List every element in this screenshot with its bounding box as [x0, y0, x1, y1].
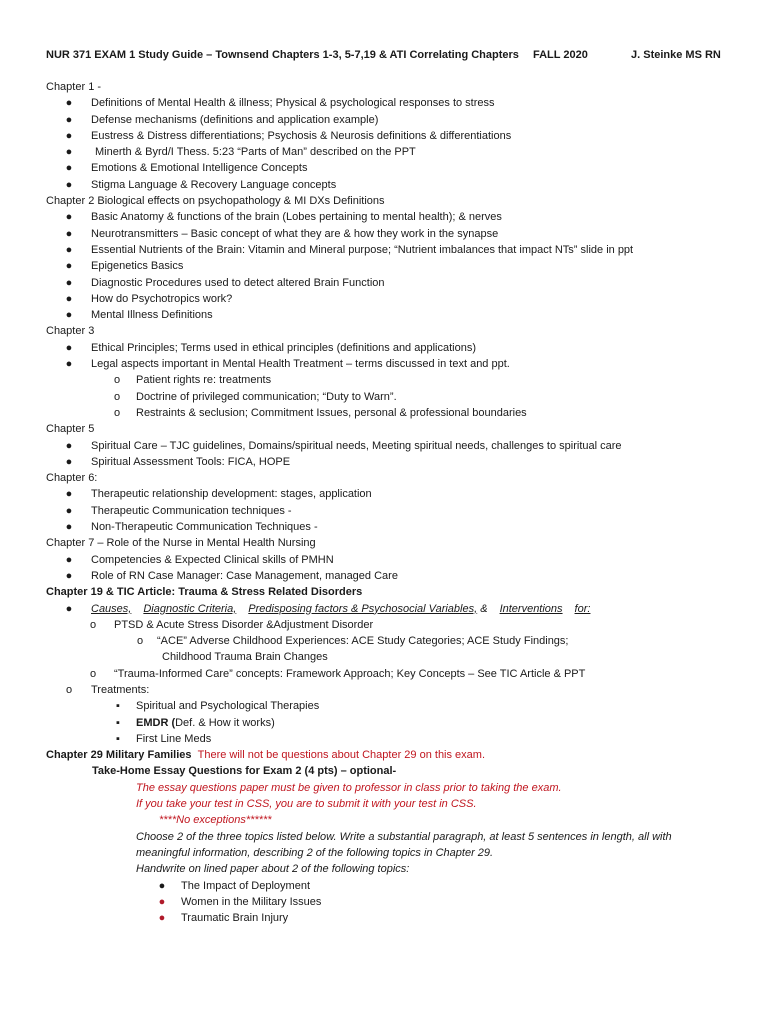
list-item	[46, 552, 748, 568]
essay-topic	[46, 910, 748, 926]
essay-instruction-2	[46, 845, 748, 861]
line-text: Handwrite on lined paper about 2 of the following topics:	[136, 863, 410, 876]
line-text: Non-Therapeutic Communication Techniques -	[91, 521, 318, 534]
bullet-icon: o	[113, 374, 121, 387]
bullet-icon: ●	[65, 455, 73, 468]
line-text: Mental Illness Definitions	[91, 309, 213, 322]
chapter-7-heading	[46, 535, 748, 551]
focus-criteria: Diagnostic Criteria,	[143, 602, 237, 615]
bullet-icon: ●	[65, 129, 73, 142]
bullet-icon: ●	[65, 162, 73, 175]
list-item	[46, 209, 748, 225]
bullet-icon: ▪	[116, 716, 120, 729]
sub-list-item	[46, 389, 748, 405]
square-list-item	[46, 715, 748, 731]
list-item	[46, 356, 748, 372]
line-text: Choose 2 of the three topics listed below. Write a substantial paragraph, at least 5 sentences in length, all with	[136, 830, 672, 843]
chapter-29-title: Chapter 29 Military Families	[46, 749, 192, 762]
line-text: Chapter 7 – Role of the Nurse in Mental Health Nursing	[46, 537, 316, 550]
list-item	[46, 275, 748, 291]
line-text: Therapeutic Communication techniques -	[91, 504, 292, 517]
line-text: Eustress & Distress differentiations; Psychosis & Neurosis definitions & differentiations	[91, 129, 512, 142]
line-text: Chapter 3	[46, 325, 95, 338]
bullet-icon: ●	[65, 553, 73, 566]
bullet-icon: ●	[65, 309, 73, 322]
list-item	[46, 486, 748, 502]
bullet-icon: o	[113, 390, 121, 403]
bullet-icon: ●	[65, 146, 73, 159]
bullet-icon: ●	[65, 488, 73, 501]
focus-causes: Causes,	[91, 602, 132, 615]
bullet-icon: o	[113, 406, 121, 419]
bullet-icon: ●	[65, 569, 73, 582]
focus-interventions: Interventions	[499, 602, 563, 615]
line-text: “Trauma-Informed Care” concepts: Framework Approach; Key Concepts – See TIC Article & PPT	[114, 667, 586, 680]
line-text: Basic Anatomy & functions of the brain (Lobes pertaining to mental health); & nerves	[91, 211, 502, 224]
line-text: Patient rights re: treatments	[136, 374, 272, 387]
line-text: Ethical Principles; Terms used in ethical principles (definitions and applications)	[91, 341, 476, 354]
bullet-icon: ●	[158, 895, 166, 908]
line-text: Chapter 5	[46, 423, 95, 436]
list-item	[46, 242, 748, 258]
essay-title	[46, 763, 748, 779]
square-list-item	[46, 731, 748, 747]
bullet-icon: ●	[65, 504, 73, 517]
line-text: Women in the Military Issues	[181, 895, 322, 908]
line-text: Role of RN Case Manager: Case Management, managed Care	[91, 569, 398, 582]
chapter-2-heading	[46, 193, 748, 209]
line-text: The Impact of Deployment	[181, 879, 311, 892]
header-title: NUR 371 EXAM 1 Study Guide – Townsend Chapters 1-3, 5-7,19 & ATI Correlating Chapters	[46, 49, 519, 61]
list-item	[46, 682, 748, 698]
list-item	[46, 95, 748, 111]
list-item	[46, 568, 748, 584]
essay-rule-2	[46, 796, 748, 812]
chapter-5-heading	[46, 421, 748, 437]
line-text: Spiritual and Psychological Therapies	[136, 700, 320, 713]
line-text: meaningful information, describing 2 of the following topics in Chapter 29.	[136, 846, 494, 859]
focus-factors: Predisposing factors & Psychosocial Variables,	[248, 602, 478, 615]
list-item	[46, 144, 748, 160]
header-author: J. Steinke MS RN	[631, 49, 721, 61]
bullet-icon: ●	[65, 178, 73, 191]
line-text: Essential Nutrients of the Brain: Vitamin and Mineral purpose; “Nutrient imbalances that impact NTs” slide in ppt	[91, 243, 634, 256]
line-text: The essay questions paper must be given to professor in class prior to taking the exam.	[136, 781, 562, 794]
bullet-icon: ●	[65, 113, 73, 126]
line-text	[136, 715, 275, 731]
line-text: Epigenetics Basics	[91, 260, 184, 273]
sub-sub-list-continuation	[46, 649, 748, 665]
bullet-icon: ●	[65, 276, 73, 289]
line-text: “ACE” Adverse Childhood Experiences: ACE Study Categories; ACE Study Findings;	[157, 635, 569, 648]
list-item	[46, 340, 748, 356]
chapter-29-heading	[46, 747, 748, 763]
bullet-icon: ●	[65, 211, 73, 224]
line-text: Treatments:	[91, 683, 150, 696]
list-item	[46, 503, 748, 519]
line-text: Chapter 1 -	[46, 81, 102, 93]
bullet-icon: o	[136, 635, 144, 648]
essay-instruction-3	[46, 861, 748, 877]
list-item	[46, 307, 748, 323]
line-text: Childhood Trauma Brain Changes	[162, 651, 328, 664]
essay-rule-1	[46, 780, 748, 796]
line-text: PTSD & Acute Stress Disorder &Adjustment Disorder	[114, 618, 374, 631]
line-text: Legal aspects important in Mental Health Treatment – terms discussed in text and ppt.	[91, 358, 510, 371]
line-text: Minerth & Byrd/I Thess. 5:23 “Parts of Man” described on the PPT	[95, 146, 416, 159]
bullet-icon: ●	[65, 521, 73, 534]
list-item	[46, 128, 748, 144]
line-text: Traumatic Brain Injury	[181, 912, 289, 925]
line-text: ****No exceptions******	[159, 814, 272, 827]
sub-list-item	[46, 617, 748, 633]
chapter-19-focus-line	[46, 601, 748, 617]
essay-topic	[46, 878, 748, 894]
line-text: Neurotransmitters – Basic concept of what they are & how they work in the synapse	[91, 227, 499, 240]
line-text	[91, 601, 590, 617]
line-text: Emotions & Emotional Intelligence Concepts	[91, 162, 308, 175]
bullet-icon: ●	[65, 227, 73, 240]
bullet-icon: ●	[65, 260, 73, 273]
line-text: Diagnostic Procedures used to detect altered Brain Function	[91, 276, 385, 289]
list-item	[46, 291, 748, 307]
line-text: Therapeutic relationship development: stages, application	[91, 488, 372, 501]
line-text: Chapter 2 Biological effects on psychopathology & MI DXs Definitions	[46, 195, 385, 208]
bullet-icon: ●	[158, 912, 166, 925]
bullet-icon: ●	[65, 358, 73, 371]
list-item	[46, 438, 748, 454]
line-text: How do Psychotropics work?	[91, 292, 233, 305]
focus-amp: &	[480, 602, 488, 615]
bullet-icon: ●	[65, 341, 73, 354]
essay-rule-3	[46, 812, 748, 828]
emdr-term: EMDR (	[136, 716, 176, 729]
list-item	[46, 112, 748, 128]
bullet-icon: ●	[158, 879, 166, 892]
chapter-3-heading	[46, 323, 748, 339]
list-item	[46, 160, 748, 176]
line-text: Chapter 6:	[46, 472, 98, 485]
emdr-description: Def. & How it works)	[175, 716, 275, 729]
bullet-icon: o	[89, 618, 97, 631]
bullet-icon: ▪	[116, 700, 120, 713]
line-text: Stigma Language & Recovery Language concepts	[91, 178, 337, 191]
line-text	[46, 747, 485, 763]
line-text: Spiritual Assessment Tools: FICA, HOPE	[91, 455, 291, 468]
essay-instruction-1	[46, 829, 748, 845]
chapter-19-heading	[46, 584, 748, 600]
line-text: Definitions of Mental Health & illness; Physical & psychological responses to stress	[91, 97, 495, 110]
line-text: Spiritual Care – TJC guidelines, Domains/spiritual needs, Meeting spiritual needs, challenges to spiritual care	[91, 439, 622, 452]
bullet-icon: ●	[65, 439, 73, 452]
bullet-icon: ▪	[116, 732, 120, 745]
sub-list-item	[46, 372, 748, 388]
sub-list-item	[46, 405, 748, 421]
chapter-1-heading	[46, 79, 748, 95]
list-item	[46, 258, 748, 274]
line-text: Doctrine of privileged communication; “Duty to Warn”.	[136, 390, 397, 403]
sub-sub-list-item	[46, 633, 748, 649]
line-text: Take-Home Essay Questions for Exam 2 (4 pts) – optional-	[92, 765, 397, 778]
list-item	[46, 177, 748, 193]
bullet-icon: o	[65, 683, 73, 696]
line-text: Defense mechanisms (definitions and application example)	[91, 113, 379, 126]
sub-list-item	[46, 666, 748, 682]
bullet-icon: ●	[65, 243, 73, 256]
line-text: If you take your test in CSS, you are to submit it with your test in CSS.	[136, 798, 477, 811]
line-text: First Line Meds	[136, 732, 212, 745]
bullet-icon: ●	[65, 292, 73, 305]
chapter-6-heading	[46, 470, 748, 486]
document-body	[46, 79, 748, 926]
line-text: Chapter 19 & TIC Article: Trauma & Stress Related Disorders	[46, 586, 363, 599]
document-header	[46, 47, 746, 63]
list-item	[46, 519, 748, 535]
focus-for: for:	[574, 602, 591, 615]
list-item	[46, 454, 748, 470]
bullet-icon: ●	[65, 97, 73, 110]
bullet-icon: ●	[65, 602, 73, 615]
list-item	[46, 226, 748, 242]
bullet-icon: o	[89, 667, 97, 680]
essay-topic	[46, 894, 748, 910]
line-text: Restraints & seclusion; Commitment Issues, personal & professional boundaries	[136, 406, 527, 419]
chapter-29-note: There will not be questions about Chapter 29 on this exam.	[197, 749, 486, 762]
header-semester: FALL 2020	[533, 49, 588, 61]
square-list-item	[46, 698, 748, 714]
line-text: Competencies & Expected Clinical skills of PMHN	[91, 553, 334, 566]
